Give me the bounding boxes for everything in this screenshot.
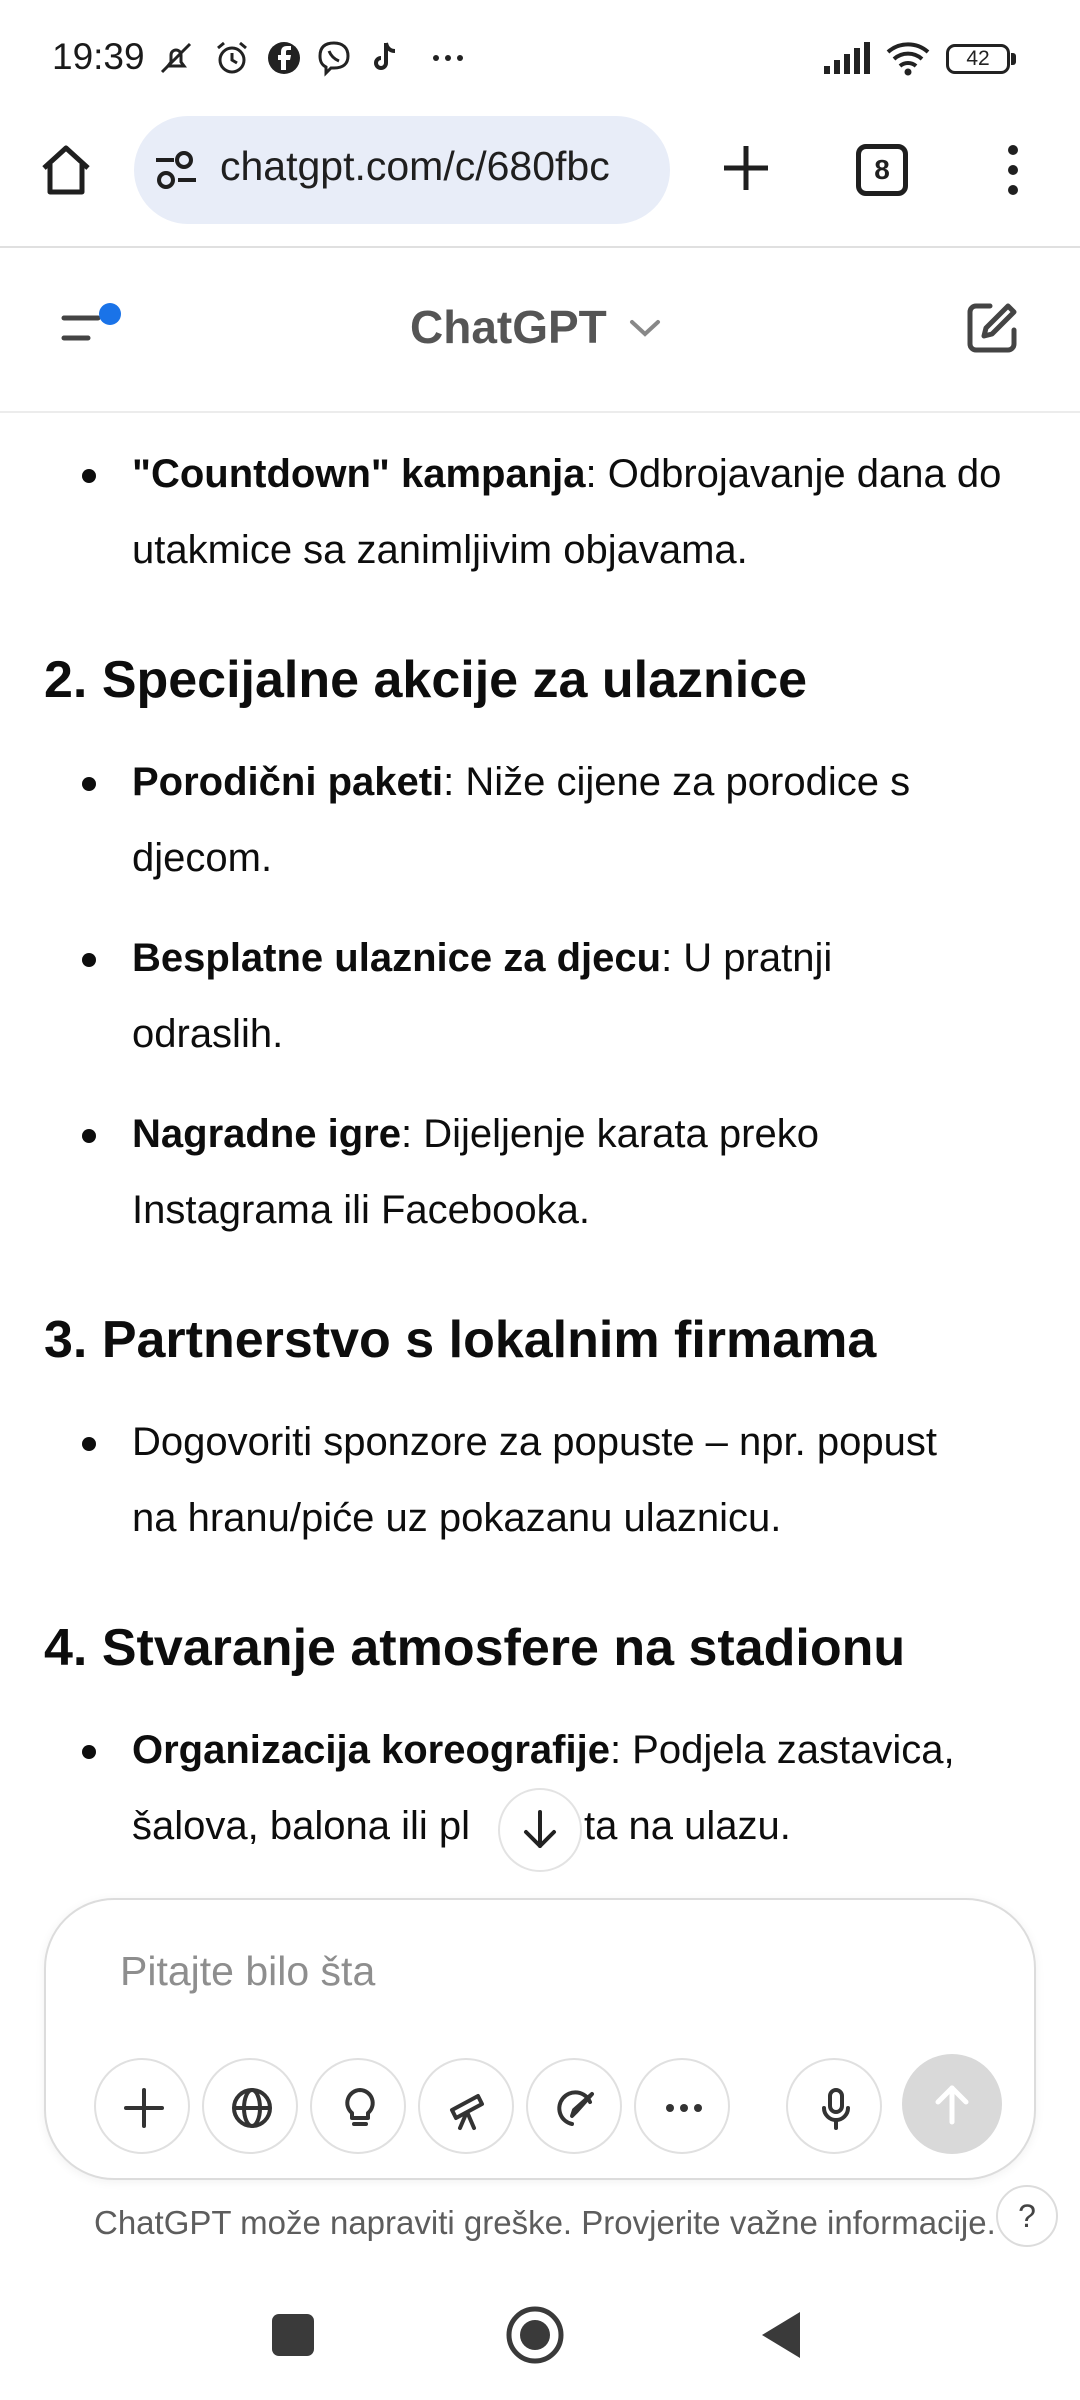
list-item-sponsors-cont: na hranu/piće uz pokazanu ulaznicu.	[132, 1496, 782, 1540]
home-icon[interactable]	[36, 140, 96, 200]
plus-icon	[120, 2084, 168, 2132]
viber-icon	[314, 38, 354, 78]
sidebar-menu-icon[interactable]	[60, 300, 126, 350]
list-item-free-tickets-cont: odraslih.	[132, 1012, 284, 1056]
tabs-icon[interactable]	[856, 144, 908, 196]
bullet	[82, 953, 96, 967]
section-heading-4: 4. Stvaranje atmosfere na stadionu	[44, 1619, 906, 1677]
attach-button[interactable]	[94, 2058, 190, 2154]
more-dots-icon	[428, 38, 468, 78]
menu-icon[interactable]	[998, 140, 1028, 200]
item-bold: Nagradne igre	[132, 1112, 401, 1156]
bullet	[82, 777, 96, 791]
telescope-icon	[444, 2084, 492, 2132]
header-divider	[0, 411, 1080, 413]
arrow-down-icon	[520, 1808, 560, 1852]
more-icon	[660, 2084, 708, 2132]
battery-icon	[946, 44, 1010, 74]
microphone-icon	[812, 2084, 860, 2132]
list-item-choreography-cont-b: ta na ulazu.	[584, 1804, 791, 1848]
status-time: 19:39	[52, 36, 145, 77]
search-web-button[interactable]	[202, 2058, 298, 2154]
bullet	[82, 1129, 96, 1143]
item-text: : Niže cijene za porodice s	[443, 760, 911, 804]
status-bar	[0, 0, 1080, 110]
section-heading-2: 2. Specijalne akcije za ulaznice	[44, 651, 808, 709]
list-item-family-packages-cont: djecom.	[132, 836, 273, 880]
voice-button[interactable]	[786, 2058, 882, 2154]
back-icon[interactable]	[756, 2308, 806, 2362]
site-settings-icon[interactable]	[152, 150, 200, 190]
recents-icon[interactable]	[272, 2314, 314, 2356]
signal-icon	[822, 38, 874, 78]
more-tools-button[interactable]	[634, 2058, 730, 2154]
reason-button[interactable]	[310, 2058, 406, 2154]
list-item-family-packages	[132, 760, 910, 805]
item-bold: Organizacija koreografije	[132, 1728, 610, 1772]
item-text: : Dijeljenje karata preko	[400, 1112, 819, 1156]
draw-icon	[552, 2084, 600, 2132]
deep-research-button[interactable]	[418, 2058, 514, 2154]
section-heading-3: 3. Partnerstvo s lokalnim firmama	[44, 1311, 877, 1369]
item-text: : Podjela zastavica,	[609, 1728, 955, 1772]
list-item-sponsors: Dogovoriti sponzore za popuste – npr. popust	[132, 1420, 937, 1464]
facebook-icon	[264, 38, 304, 78]
new-tab-icon[interactable]	[718, 140, 774, 196]
list-item-countdown	[132, 452, 1001, 497]
alarm-icon	[212, 38, 252, 78]
tiktok-icon	[364, 38, 404, 78]
home-circle-icon[interactable]	[504, 2304, 566, 2366]
lightbulb-icon	[336, 2084, 384, 2132]
send-arrow-icon	[930, 2080, 974, 2128]
list-item-countdown-cont: utakmice sa zanimljivim objavama.	[132, 528, 748, 572]
item-text: : U pratnji	[661, 936, 833, 980]
bullet	[82, 1437, 96, 1451]
item-bold: Porodični paketi	[132, 760, 444, 804]
battery-tip	[1011, 53, 1016, 65]
tab-count: 8	[874, 154, 890, 185]
battery-level: 42	[966, 47, 990, 70]
list-item-choreography	[132, 1728, 955, 1773]
model-title[interactable]: ChatGPT	[410, 301, 607, 353]
list-item-prize-games	[132, 1112, 819, 1157]
help-button[interactable]	[996, 2185, 1058, 2247]
disclaimer-text: ChatGPT može napraviti greške. Provjerite važne informacije.	[94, 2204, 996, 2241]
url-text[interactable]: chatgpt.com/c/680fbc	[220, 143, 610, 189]
mute-icon	[156, 38, 196, 78]
item-text: : Odbrojavanje dana do	[585, 452, 1002, 496]
list-item-prize-games-cont: Instagrama ili Facebooka.	[132, 1188, 591, 1232]
prompt-input[interactable]: Pitajte bilo šta	[120, 1948, 376, 1994]
image-button[interactable]	[526, 2058, 622, 2154]
item-bold: Besplatne ulaznice za djecu	[132, 936, 662, 980]
scroll-down-button[interactable]	[498, 1788, 582, 1872]
wifi-icon	[884, 38, 932, 78]
chevron-down-icon[interactable]	[628, 316, 662, 340]
bullet	[82, 469, 96, 483]
send-button[interactable]	[902, 2054, 1002, 2154]
new-chat-icon[interactable]	[964, 300, 1020, 356]
globe-icon	[228, 2084, 276, 2132]
help-label: ?	[1018, 2198, 1036, 2234]
list-item-choreography-cont-a: šalova, balona ili pl	[132, 1804, 470, 1848]
item-bold: "Countdown" kampanja	[132, 452, 586, 496]
list-item-free-tickets	[132, 936, 832, 981]
bullet	[82, 1745, 96, 1759]
